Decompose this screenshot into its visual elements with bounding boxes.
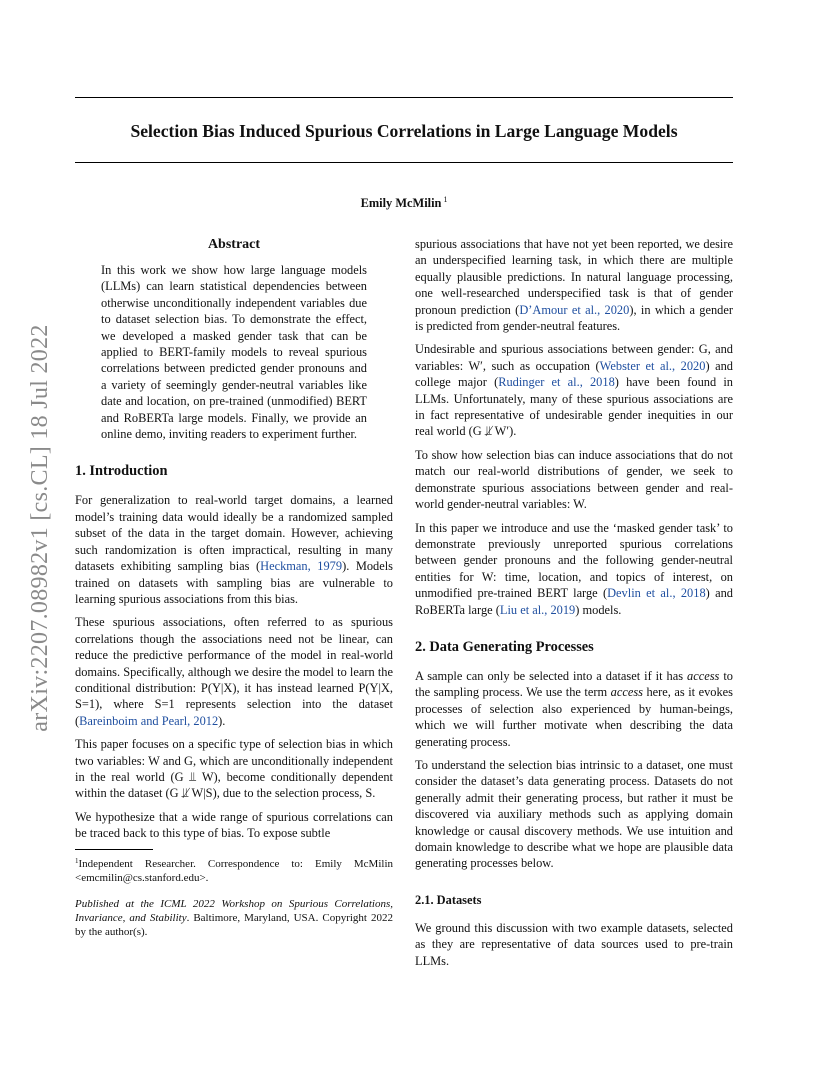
left-column [75, 236, 393, 939]
intro-paragraph-2: These spurious associations, often referred to as spurious correlations though the associations need not be linear, can reduce the predictive performance of the model in real-world domains. Specifically, although we desire the model to learn the conditional distribution: P(Y|X), it has instead learned P(Y|X, S=1), where S=1 represents selection into the dataset (Bareinboim and Pearl, 2012). [75, 615, 393, 728]
abstract-heading: Abstract [207, 237, 261, 252]
section-introduction-heading: 1. Introduction [75, 463, 168, 480]
right-paragraph-3: To show how selection bias can induce associations that do not match our real-world distributions of gender, we seek to demonstrate spurious associations between gender and real-world gender-neutral variables: W. [415, 447, 733, 512]
author-line [75, 192, 733, 211]
paper-title: Selection Bias Induced Spurious Correlations in Large Language Models [130, 121, 678, 141]
citation-link[interactable]: Webster et al., 2020 [599, 358, 706, 373]
right-paragraph-2: Undesirable and spurious associations between gender: G, and variables: W′, such as occupation (Webster et al., 2020) and college major (Rudinger et al., 2018) have been found in LLMs. Unfortunately, many of these spurious associations are in fact representative of undesirable gender inequities in our real world (G ⫫̸ W′). [415, 342, 733, 439]
right-paragraph-5: A sample can only be selected into a dataset if it has access to the sampling process. We use the term access here, as it evokes processes of selection also experienced by human-beings, which we will further motivate when describing the data generating process. [415, 668, 733, 749]
right-column [415, 236, 733, 969]
citation-link[interactable]: Devlin et al., 2018 [607, 586, 706, 601]
publication-note: Published at the ICML 2022 Workshop on Spurious Correlations, Invariance, and Stability. Baltimore, Maryland, USA. Copyright 2022 by the author(s). [75, 897, 393, 938]
citation-link[interactable]: D’Amour et al., 2020 [519, 302, 630, 317]
author-name: Emily McMilin [360, 196, 442, 210]
right-paragraph-7: We ground this discussion with two example datasets, selected as they are representative of data sources used to pre-train LLMs. [415, 920, 733, 968]
section-data-generating-heading: 2. Data Generating Processes [415, 638, 594, 655]
citation-link[interactable]: Bareinboim and Pearl, 2012 [79, 713, 219, 728]
author-affiliation-mark: 1 [443, 195, 448, 204]
intro-paragraph-4: We hypothesize that a wide range of spurious correlations can be traced back to this type of bias. To expose subtle [75, 809, 393, 841]
subsection-datasets-heading: 2.1. Datasets [415, 892, 482, 907]
citation-link[interactable]: Heckman, 1979 [260, 559, 343, 574]
citation-link[interactable]: Rudinger et al., 2018 [498, 375, 615, 390]
abstract-body: In this work we show how large language models (LLMs) can learn statistical dependencies between otherwise unconditionally independent variables due to dataset selection bias. To demonstrate the effect, we developed a masked gender task that can be applied to BERT-family models to reveal spurious correlations between predicted gender pronouns and a variety of seemingly gender-neutral variables like date and location, on pre-trained (unmodified) BERT and RoBERTa large models. Finally, we provide an online demo, inviting readers to experiment further. [101, 263, 367, 442]
footnote-divider [75, 849, 153, 850]
title-rule-bottom [75, 162, 733, 163]
footnote: $^1$Independent Researcher. Correspondence to: Emily McMilin <emcmilin@cs.stanford.edu>. [75, 856, 393, 884]
intro-paragraph-1: For generalization to real-world target domains, a learned model’s training data would ideally be a randomized sampled subset of the data in the target domain. However, achieving such randomization is often impractical, resulting in many datasets exhibiting sampling bias (Heckman, 1979). Models trained on datasets with sampling bias are vulnerable to learning spurious associations from this bias. [75, 493, 393, 606]
right-paragraph-4: In this paper we introduce and use the ‘masked gender task’ to demonstrate previously unreported spurious correlations between gender pronouns and the following gender-neutral entities for W: time, location, and topics of interest, on unmodified pre-trained BERT large (Devlin et al., 2018) and RoBERTa large (Liu et al., 2019) models. [415, 520, 733, 617]
right-paragraph-1: spurious associations that have not yet been reported, we desire an underspecified learning task, in which there are multiple equally plausible predictions. In natural language processing, one well-researched underspecified task is that of gender pronoun prediction (D’Amour et al., 2020), in which a gender is predicted from gender-neutral features. [415, 237, 733, 334]
title-rule-top [75, 97, 733, 98]
intro-paragraph-3: This paper focuses on a specific type of selection bias in which two variables: W and G, which are unconditionally independent in the real world (G ⫫ W), become conditionally dependent within the dataset (G ⫫̸ W|S), due to the selection process, S. [75, 737, 393, 801]
right-paragraph-6: To understand the selection bias intrinsic to a dataset, one must consider the dataset’s data generating process. Datasets do not generally admit their generating process, but rather it must be discovered via auxiliary methods such as applying domain knowledge or causal discovery methods. We use intuition and domain knowledge to describe what we hope are plausible data generating processes below. [415, 757, 733, 871]
citation-link[interactable]: Liu et al., 2019 [499, 602, 576, 617]
arxiv-identifier: arXiv:2207.08982v1 [cs.CL] 18 Jul 2022 [27, 324, 53, 732]
